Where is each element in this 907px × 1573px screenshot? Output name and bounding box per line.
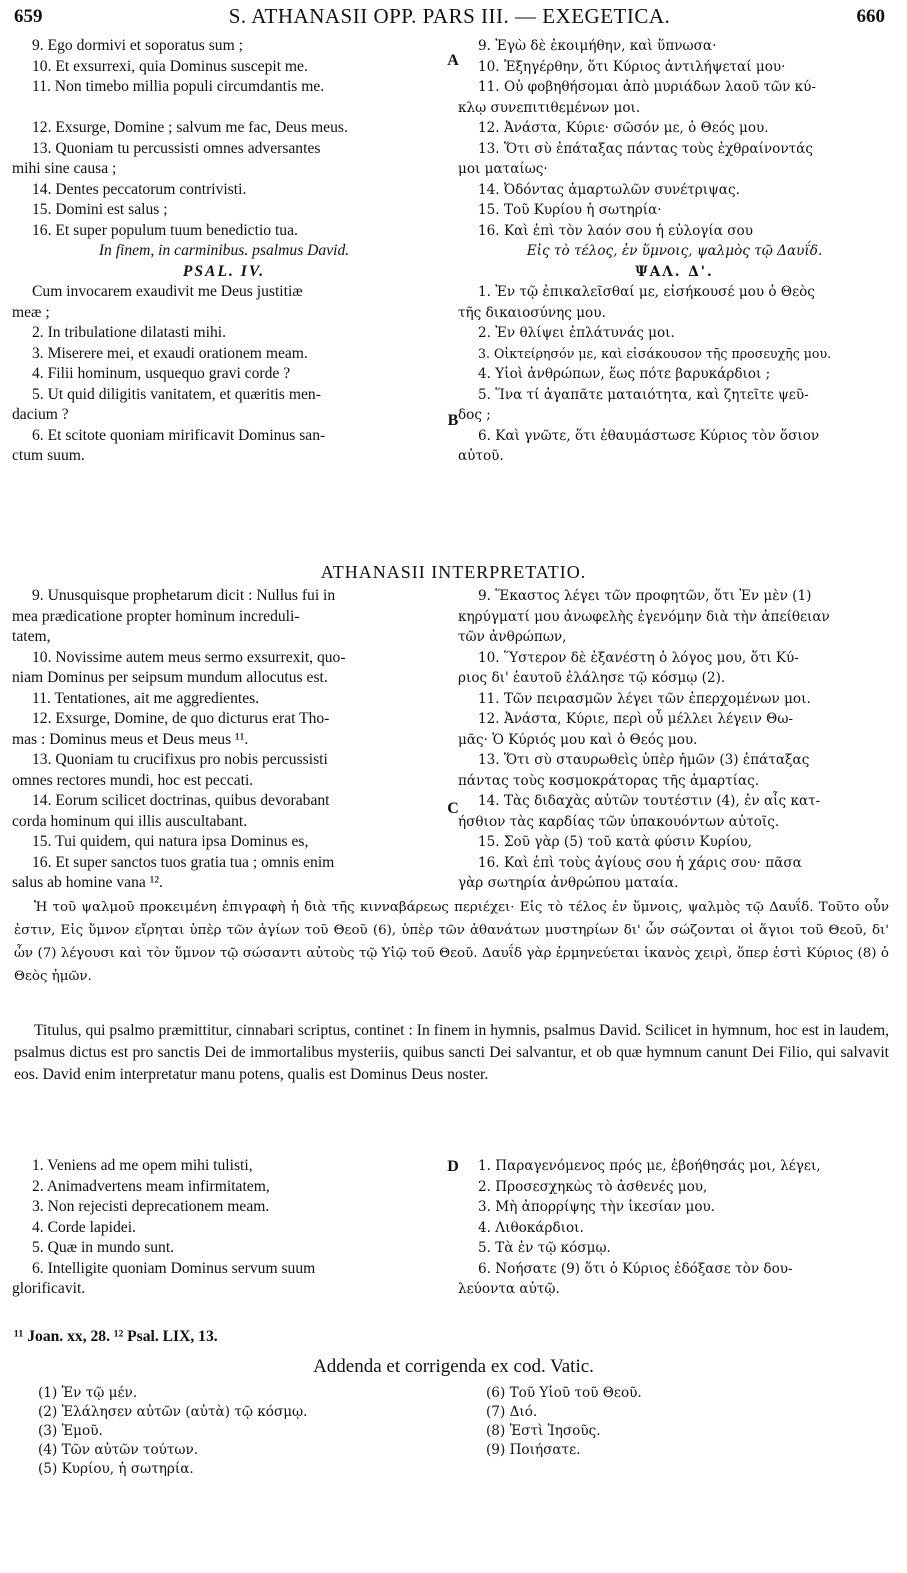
addenda-item: (4) Τῶν αὐτῶν τούτων. <box>38 1442 199 1458</box>
text-line: ήσθιον τὰς καρδίας τῶν ὑπακουόντων αὐτοῖς. <box>458 813 780 830</box>
latin-paragraph: Titulus, qui psalmo præmittitur, cinnabari scriptus, continet : In finem in hymnis, psalmus David. Scilicet in hymnum, hoc est in laudem, psalmus dictus est pro sanctis Dei de immortalibus mysteriis, quibus sancti Dei salvantur, et ob quæ hymnum canunt Dei Filio, qui salvavit eos. David enim interpretatur manu potens, qualis est Dominus Deus noster. <box>14 1022 889 1083</box>
text-line: πάντας τοὺς κοσμοκράτορας τῆς ἁμαρτίας. <box>458 772 760 789</box>
text-line: γὰρ σωτηρία ἀνθρώπου ματαία. <box>458 875 679 891</box>
margin-marker-d: D <box>447 1158 459 1175</box>
text-line: 13. Quoniam tu crucifixus pro nobis percussisti <box>32 751 328 768</box>
text-line: 9. Ἐγὼ δὲ ἐκοιμήθην, καὶ ὕπνωσα· <box>478 38 717 54</box>
text-line: 12. Exsurge, Domine ; salvum me fac, Deus meus. <box>32 119 348 136</box>
running-title: S. ATHANASII OPP. PARS III. — EXEGETICA. <box>228 4 671 28</box>
greek-column <box>444 1156 891 1300</box>
psalm-heading-greek: ΨΑΛ. Δ'. <box>635 263 714 280</box>
text-line: Cum invocarem exaudivit me Deus justitiæ <box>32 283 303 300</box>
text-line: salus ab homine vana ¹². <box>12 874 163 891</box>
addenda-item: (3) Ἐμοῦ. <box>38 1423 103 1439</box>
text-line: 5. Ἵνα τί ἀγαπᾶτε ματαιότητα, καὶ ζητεῖτε ψεῦ- <box>478 386 809 403</box>
text-line: tatem, <box>12 628 51 645</box>
text-line: 14. Dentes peccatorum contrivisti. <box>32 180 247 198</box>
text-line: 1. Veniens ad me opem mihi tulisti, <box>32 1157 253 1174</box>
text-line: 5. Τὰ ἐν τῷ κόσμῳ. <box>478 1240 611 1256</box>
text-line: 4. Λιθοκάρδιοι. <box>478 1219 584 1236</box>
text-line: 16. Καὶ ἐπὶ τὸν λαόν σου ἡ εὐλογία σου <box>478 222 753 239</box>
text-line: corda hominum qui illis auscultabant. <box>12 812 248 830</box>
text-line: 14. Τὰς διδαχὰς αὐτῶν τουτέστιν (4), ἐν αἷς κατ- <box>478 793 821 809</box>
text-line: ctum suum. <box>12 447 85 464</box>
text-line: 15. Domini est salus ; <box>32 201 168 218</box>
text-line: 9. Ego dormivi et soporatus sum ; <box>32 37 243 54</box>
text-line: 10. Ἐξηγέρθην, ὅτι Κύριος ἀντιλήψεταί μου· <box>478 58 786 75</box>
psalm-inscription-greek: Εἰς τὸ τέλος, ἐν ὕμνοις, ψαλμὸς τῷ Δαυΐδ. <box>526 243 823 259</box>
text-line: τῶν ἀνθρώπων, <box>458 629 567 645</box>
text-line: 6. Intelligite quoniam Dominus servum suum <box>32 1259 316 1277</box>
text-line: 4. Filii hominum, usquequo gravi corde ? <box>32 365 291 382</box>
text-line: 6. Νοήσατε (9) ὅτι ὁ Κύριος ἐδόξασε τὸν δου- <box>478 1260 793 1277</box>
text-line: 11. Non timebo millia populi circumdantis me. <box>32 78 325 95</box>
psalm-block <box>12 36 893 467</box>
text-line: 6. Καὶ γνῶτε, ὅτι ἐθαυμάστωσε Κύριος τὸν ὅσιον <box>478 427 820 444</box>
text-line: 10. Ὕστερον δὲ ἐξανέστη ὁ λόγος μου, ὅτι Κύ- <box>478 649 799 666</box>
greek-column <box>444 586 891 894</box>
text-line: 1. Παραγενόμενος πρός με, ἐβοήθησάς μοι, λέγει, <box>478 1158 821 1174</box>
text-line: mea prædicatione propter hominum increduli- <box>12 607 300 625</box>
greek-paragraph: Ἡ τοῦ ψαλμοῦ προκειμένη ἐπιγραφὴ ἡ διὰ τῆς κινναβάρεως περιέχει· Εἰς τὸ τέλος ἐν ὕμνοις, ψαλμὸς τῷ Δαυΐδ. Τοῦτο οὖν ἐστιν, Εἰς ὕμνον εἴρηται ὑπὲρ τῶν ἁγίων τοῦ Θεοῦ (6), ὑπὲρ τῶν ἀθανάτων μυστηρίων δι' ὧν σώζονται οἱ ἅγιοι τοῦ Θεοῦ, δι' ὧν (7) λέγουσι καὶ τὸν ὕμνον τῷ σώσαντι αὐτοὺς τῷ Υἱῷ τοῦ Θεοῦ. Δαυΐδ γὰρ ἑρμηνεύεται ἱκανὸς χειρὶ, ὅπερ ἐστὶ Κύριος (8) ὁ Θεὸς ἡμῶν. <box>14 900 889 984</box>
text-line: 12. Ἀνάστα, Κύριε, περὶ οὗ μέλλει λέγειν Θω- <box>478 711 793 727</box>
text-line: 11. Οὐ φοβηθήσομαι ἀπὸ μυριάδων λαοῦ τῶν κύ- <box>478 79 817 95</box>
margin-marker-b: B <box>447 412 459 429</box>
text-line: 13. Quoniam tu percussisti omnes adversantes <box>32 139 321 157</box>
latin-commentary <box>14 1020 889 1086</box>
text-line: 4. Corde lapidei. <box>32 1218 136 1236</box>
text-line: omnes rectores mundi, hoc est peccati. <box>12 771 254 789</box>
addenda-item: (6) Τοῦ Υἱοῦ τοῦ Θεοῦ. <box>486 1385 642 1401</box>
text-line: 12. Exsurge, Domine, de quo dicturus erat Tho- <box>32 710 330 727</box>
page-number-left: 659 <box>14 6 43 27</box>
text-line: 11. Τῶν πειρασμῶν λέγει τῶν ἐπερχομένων μοι. <box>478 690 811 707</box>
addenda-right-column <box>486 1384 642 1460</box>
text-line: 2. Ἐν θλίψει ἐπλάτυνάς μοι. <box>478 325 675 341</box>
text-line: 5. Quæ in mundo sunt. <box>32 1239 175 1256</box>
text-line: 11. Tentationes, ait me aggredientes. <box>32 689 260 707</box>
footnotes: ¹¹ Joan. xx, 28. ¹² Psal. LIX, 13. <box>14 1328 218 1345</box>
text-line: 12. Ἀνάστα, Κύριε· σῶσόν με, ὁ Θεός μου. <box>478 120 769 136</box>
text-line: 14. Ὀδόντας ἁμαρτωλῶν συνέτριψας. <box>478 181 740 198</box>
text-line: 2. Προσεσχηκὼς τὸ ἀσθενές μου, <box>478 1178 708 1195</box>
greek-column <box>444 36 891 467</box>
addenda-item: (1) Ἐν τῷ μέν. <box>38 1385 138 1401</box>
latin-column <box>12 36 444 467</box>
text-line: 14. Eorum scilicet doctrinas, quibus devorabant <box>32 792 330 809</box>
text-line: 1. Ἐν τῷ ἐπικαλεῖσθαί με, εἰσήκουσέ μου ὁ Θεὸς <box>478 284 815 300</box>
margin-marker-a: A <box>447 52 459 69</box>
psalm-verses-block <box>12 1156 893 1300</box>
text-line: 3. Μὴ ἀπορρίψης τὴν ἱκεσίαν μου. <box>478 1199 716 1215</box>
text-line: 5. Ut quid diligitis vanitatem, et quæritis men- <box>32 385 321 403</box>
text-line: 13. Ὅτι σὺ σταυρωθεὶς ὑπὲρ ἡμῶν (3) ἐπάταξας <box>478 752 810 768</box>
page-number-right: 660 <box>856 6 885 27</box>
addenda-item: (7) Διό. <box>486 1404 538 1420</box>
addenda-item: (8) Ἐστὶ Ἰησοῦς. <box>486 1423 601 1439</box>
text-line: λεύοντα αὐτῷ. <box>458 1281 560 1297</box>
text-line: 16. Et super sanctos tuos gratia tua ; omnis enim <box>32 853 335 871</box>
text-line <box>12 98 436 119</box>
text-line: 3. Miserere mei, et exaudi orationem meam. <box>32 344 308 362</box>
text-line: τῆς δικαιοσύνης μου. <box>458 304 606 321</box>
text-line: 9. Ἕκαστος λέγει τῶν προφητῶν, ὅτι Ἐν μὲν (1) <box>478 588 812 604</box>
text-line: 16. Καὶ ἐπὶ τοὺς ἁγίους σου ἡ χάρις σου· πᾶσα <box>478 854 802 871</box>
text-line: μοι ματαίως· <box>458 161 548 177</box>
addenda-item: (9) Ποιήσατε. <box>486 1442 581 1458</box>
addenda-left-column <box>38 1384 307 1479</box>
interpretatio-block <box>12 586 893 894</box>
text-line: mas : Dominus meus et Deus meus ¹¹. <box>12 730 249 748</box>
text-line: 15. Σοῦ γὰρ (5) τοῦ κατὰ φύσιν Κυρίου, <box>478 834 752 850</box>
text-line: 13. Ὅτι σὺ ἐπάταξας πάντας τοὺς ἐχθραίνοντάς <box>478 140 813 157</box>
text-line: 10. Et exsurrexi, quia Dominus suscepit me. <box>32 57 308 75</box>
text-line: 10. Novissime autem meus sermo exsurrexit, quo- <box>32 648 346 666</box>
text-line: mihi sine causa ; <box>12 160 117 177</box>
text-line: meæ ; <box>12 303 50 321</box>
text-line: 9. Unusquisque prophetarum dicit : Nullus fui in <box>32 587 336 604</box>
psalm-heading: PSAL. IV. <box>182 262 266 280</box>
text-line: 3. Οἰκτείρησόν με, καὶ εἰσάκουσον τῆς προσευχῆς μου. <box>478 345 832 361</box>
addenda-title: Addenda et corrigenda ex cod. Vatic. <box>313 1356 594 1377</box>
addenda-item: (2) Ἐλάλησεν αὐτῶν (αὐτὰ) τῷ κόσμῳ. <box>38 1404 308 1420</box>
text-line: niam Dominus per seipsum mundum allocutus est. <box>12 669 328 686</box>
text-line: μᾶς· Ὁ Κύριός μου καὶ ὁ Θεός μου. <box>458 731 698 748</box>
text-line: 6. Et scitote quoniam mirificavit Dominus san- <box>32 426 326 444</box>
addenda-item: (5) Κυρίου, ἡ σωτηρία. <box>38 1461 194 1477</box>
psalm-inscription: In finem, in carminibus. psalmus David. <box>98 242 350 259</box>
text-line: dacium ? <box>12 406 69 423</box>
text-line: 3. Non rejecisti deprecationem meam. <box>32 1198 270 1215</box>
text-line: glorificavit. <box>12 1280 86 1297</box>
text-line: 4. Υἱοὶ ἀνθρώπων, ἕως πότε βαρυκάρδιοι ; <box>478 366 771 382</box>
text-line: κλῳ συνεπιτιθεμένων μοι. <box>458 99 641 116</box>
page-header <box>14 4 885 34</box>
text-line: 15. Τοῦ Κυρίου ἡ σωτηρία· <box>478 202 662 218</box>
greek-commentary <box>14 896 889 988</box>
text-line: ριος δι' ἑαυτοῦ ἐλάλησε τῷ κόσμῳ (2). <box>458 670 726 686</box>
text-line: δος ; <box>458 407 491 423</box>
text-line: κηρύγματί μου ἀνωφελὴς ἐγενόμην διὰ τὴν ἀπείθειαν <box>458 608 830 625</box>
text-line: αὐτοῦ. <box>458 448 504 464</box>
text-line: 2. In tribulatione dilatasti mihi. <box>32 324 227 341</box>
latin-column <box>12 586 444 894</box>
text-line: 2. Animadvertens meam infirmitatem, <box>32 1177 270 1195</box>
text-line: 15. Tui quidem, qui natura ipsa Dominus es, <box>32 833 309 850</box>
margin-marker-c: C <box>447 800 459 817</box>
section-title: ATHANASII INTERPRETATIO. <box>320 562 587 582</box>
latin-column <box>12 1156 444 1300</box>
text-line: 16. Et super populum tuum benedictio tua. <box>32 221 298 239</box>
